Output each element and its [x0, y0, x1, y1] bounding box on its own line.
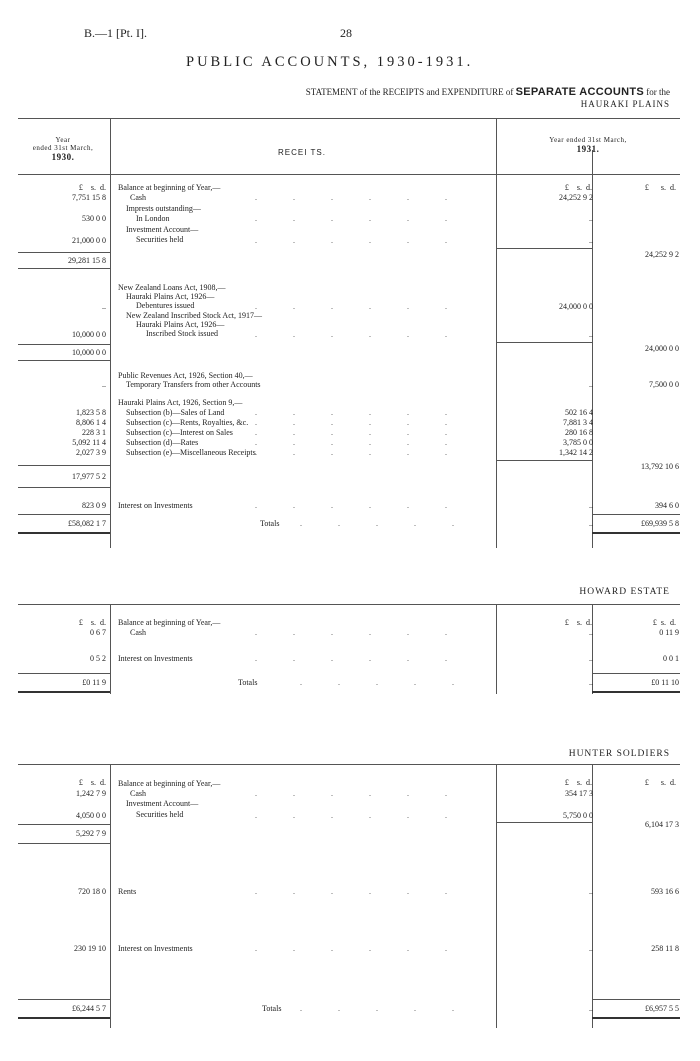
howard-totals-prior: £0 11 9 — [82, 678, 106, 687]
hunter-securities-detail: 5,750 0 0 — [563, 811, 593, 820]
debentures-prior: .. — [102, 302, 106, 311]
hunter-rents-total: 593 16 6 — [651, 887, 679, 896]
pence-sign: d. — [670, 618, 676, 627]
hunter-subtotal: 5,292 7 9 — [76, 829, 106, 838]
rule-hunter-detail-sum — [496, 822, 592, 823]
rule-top — [18, 118, 680, 119]
howard-cash-prior: 0 6 7 — [90, 628, 106, 637]
rule-howard-totals-bottom-prior — [18, 691, 110, 693]
rule-col1 — [110, 118, 111, 548]
leader-dots: . . . . . . — [255, 438, 464, 447]
rule-howard-totals-bottom-current — [592, 691, 680, 693]
leader-dots: . . . . . . — [255, 654, 464, 663]
stock-issued-detail: .. — [589, 330, 593, 339]
rule-hunter-col1 — [110, 764, 111, 1028]
rule-hunter-col3 — [496, 764, 497, 1028]
rule-hunter-col4 — [592, 764, 593, 1028]
hunter-securities-label: Securities held — [136, 810, 184, 819]
plains-total: 13,792 10 6 — [641, 462, 679, 471]
pound-sign: £ — [652, 618, 657, 627]
rule-hunter-totals-top-current — [592, 999, 680, 1000]
hauraki-interest-label: Interest on Investments — [118, 501, 193, 510]
hauraki-totals-label: Totals — [260, 519, 280, 528]
shilling-sign: s. — [90, 183, 96, 192]
leader-dots: . . . . . . — [255, 944, 464, 953]
leader-dots: . . . . . . — [255, 448, 464, 457]
howard-cash-total: 0 11 9 — [659, 628, 679, 637]
leader-dots: . . . . . . — [255, 214, 464, 223]
pence-sign: d. — [670, 183, 676, 192]
leader-dots: . . . . . . — [255, 811, 464, 820]
stock-act-label: New Zealand Inscribed Stock Act, 1917— — [126, 311, 262, 320]
rule-hunter-top — [18, 764, 680, 765]
hunter-currency-header-prior — [40, 778, 106, 787]
plains-sub-e-prior: 2,027 3 9 — [76, 448, 106, 457]
debentures-label: Debentures issued — [136, 301, 195, 310]
prior-year-header — [18, 136, 108, 162]
hunter-investment-label: Investment Account— — [126, 799, 199, 808]
howard-totals-detail: .. — [589, 678, 593, 687]
pound-sign: £ — [564, 618, 569, 627]
rule-subtotal2-bottom — [18, 360, 110, 361]
hauraki-totals-current: £69,939 5 8 — [641, 519, 679, 528]
rule-plains-sum — [496, 460, 592, 461]
statement-bold: SEPARATE ACCOUNTS — [515, 86, 644, 98]
hauraki-securities-detail: .. — [589, 236, 593, 245]
plains-sub-d-prior: 5,092 11 4 — [72, 438, 106, 447]
plains-sub-c-rents-prior: 8,806 1 4 — [76, 418, 106, 427]
rule-detail-sum — [496, 248, 592, 249]
hauraki-totals-prior: £58,082 1 7 — [68, 519, 106, 528]
prior-year-line3: 1930. — [51, 152, 75, 162]
hauraki-london-label: In London — [136, 214, 170, 223]
leader-dots: . . . . . . — [255, 418, 464, 427]
stock-plains-act-label: Hauraki Plains Act, 1926— — [136, 320, 225, 329]
leader-dots: . . . . . . — [255, 330, 464, 339]
hauraki-london-prior: 530 0 0 — [82, 214, 106, 223]
currency-header-prior — [40, 183, 106, 192]
plains-sub-c-rents-label: Subsection (c)—Rents, Royalties, &c. — [126, 418, 249, 427]
leader-dots: . . . . . . — [255, 789, 464, 798]
hauraki-totals-detail: .. — [589, 519, 593, 528]
statement-heading — [306, 86, 670, 98]
pence-sign: d. — [670, 778, 676, 787]
hauraki-interest-prior: 823 0 9 — [82, 501, 106, 510]
hauraki-balance-label: Balance at beginning of Year,— — [118, 183, 221, 192]
howard-cash-label: Cash — [130, 628, 146, 637]
plains-sub-d-label: Subsection (d)—Rates — [126, 438, 199, 447]
leader-dots: . . . . . . — [255, 628, 464, 637]
hunter-currency-header-detail — [526, 778, 592, 787]
shilling-sign: s. — [90, 778, 96, 787]
howard-interest-total: 0 0 1 — [663, 654, 679, 663]
hauraki-investment-label: Investment Account— — [126, 225, 199, 234]
statement-suffix: for the — [646, 87, 670, 97]
hauraki-cash-detail: 24,252 9 2 — [559, 193, 593, 202]
plains-sub-d-detail: 3,785 0 0 — [563, 438, 593, 447]
rule-totals-bottom-prior — [18, 532, 110, 534]
rule-howard-top — [18, 604, 680, 605]
hauraki-subtotal-2: 10,000 0 0 — [72, 348, 106, 357]
prior-year-line1: Year — [55, 136, 71, 144]
hunter-totals-detail: .. — [589, 1004, 593, 1013]
page-number: 28 — [340, 26, 352, 40]
plains-act-label: Hauraki Plains Act, 1926, Section 9,— — [118, 398, 243, 407]
rule-howard-totals-top-prior — [18, 673, 110, 674]
plains-sub-b-label: Subsection (b)—Sales of Land — [126, 408, 225, 417]
statement-prefix: STATEMENT of the RECEIPTS and EXPENDITURE of — [305, 87, 514, 97]
hauraki-balance-total: 24,252 9 2 — [645, 250, 679, 259]
leader-dots: . . . . . . — [255, 887, 464, 896]
currency-header-total — [610, 183, 676, 192]
revenues-prior: .. — [102, 380, 106, 389]
rule-header-bottom — [18, 174, 680, 175]
shilling-sign: s. — [576, 183, 582, 192]
hauraki-subtotal-3: 17,977 5 2 — [72, 472, 106, 481]
rule-hunter-totals-top-prior — [18, 999, 110, 1000]
hauraki-interest-detail: .. — [589, 501, 593, 510]
hunter-totals-prior: £6,244 5 7 — [72, 1004, 106, 1013]
hunter-cash-prior: 1,242 7 9 — [76, 789, 106, 798]
howard-currency-header-total — [610, 618, 676, 627]
hunter-balance-total: 6,104 17 3 — [645, 820, 679, 829]
current-year-line1: Year ended 31st March, — [549, 136, 627, 144]
leader-dots: . . . . . . — [255, 501, 464, 510]
leader-dots: . . . . . — [300, 519, 471, 528]
shilling-sign: s. — [660, 778, 666, 787]
hunter-rents-detail: .. — [589, 887, 593, 896]
receipts-header: RECEI TS. — [278, 148, 326, 157]
howard-totals-label: Totals — [238, 678, 258, 687]
leader-dots: . . . . . . — [255, 408, 464, 417]
hunter-interest-detail: .. — [589, 944, 593, 953]
pence-sign: d. — [586, 778, 592, 787]
currency-header-detail — [526, 183, 592, 192]
pound-sign: £ — [644, 183, 649, 192]
plains-sub-c-rents-detail: 7,881 3 4 — [563, 418, 593, 427]
hauraki-subtotal-1: 29,281 15 8 — [68, 256, 106, 265]
howard-currency-header-prior — [40, 618, 106, 627]
rule-subtotal1 — [18, 252, 110, 253]
pound-sign: £ — [564, 778, 569, 787]
section-title-howard: HOWARD ESTATE — [579, 587, 670, 597]
rule-totals-bottom-current — [592, 532, 680, 534]
pence-sign: d. — [100, 618, 106, 627]
hauraki-interest-total: 394 6 0 — [655, 501, 679, 510]
revenues-detail: .. — [589, 380, 593, 389]
shilling-sign: s. — [660, 183, 666, 192]
rule-howard-totals-top-current — [592, 673, 680, 674]
current-year-header — [500, 136, 676, 154]
debentures-detail: 24,000 0 0 — [559, 302, 593, 311]
pound-sign: £ — [78, 183, 83, 192]
hunter-totals-current: £6,957 5 5 — [645, 1004, 679, 1013]
hunter-cash-detail: 354 17 3 — [565, 789, 593, 798]
hunter-cash-label: Cash — [130, 789, 146, 798]
section-title-hauraki: HAURAKI PLAINS — [580, 99, 670, 109]
prior-year-line2: ended 31st March, — [32, 144, 94, 152]
shilling-sign: s. — [90, 618, 96, 627]
shilling-sign: s. — [576, 778, 582, 787]
revenues-total: 7,500 0 0 — [649, 380, 679, 389]
page-title: PUBLIC ACCOUNTS, 1930-1931. — [186, 54, 474, 70]
plains-sub-b-prior: 1,823 5 8 — [76, 408, 106, 417]
rule-subtotal2 — [18, 344, 110, 345]
hunter-rents-label: Rents — [118, 887, 137, 896]
pence-sign: d. — [586, 183, 592, 192]
rule-subtotal3-bottom — [18, 487, 110, 488]
rule-hunter-totals-bottom-prior — [18, 1017, 110, 1019]
plains-sub-b-detail: 502 16 4 — [565, 408, 593, 417]
current-year-line2: 1931. — [576, 144, 600, 154]
rule-hunter-subtotal-bottom — [18, 843, 110, 844]
hauraki-imprests-label: Imprests outstanding— — [126, 204, 201, 213]
howard-cash-detail: .. — [589, 628, 593, 637]
leader-dots: . . . . . . — [255, 428, 464, 437]
pence-sign: d. — [100, 183, 106, 192]
hunter-interest-label: Interest on Investments — [118, 944, 193, 953]
howard-balance-label: Balance at beginning of Year,— — [118, 618, 221, 627]
document-reference: B.—1 [Pt. I]. — [84, 26, 147, 40]
rule-totals-top-prior — [18, 514, 110, 515]
leader-dots: . . . . . . — [255, 302, 464, 311]
leader-dots: . . . . . . — [255, 193, 464, 202]
loans-total: 24,000 0 0 — [645, 344, 679, 353]
rule-loans-sum — [496, 342, 592, 343]
howard-interest-detail: .. — [589, 654, 593, 663]
pound-sign: £ — [644, 778, 649, 787]
section-title-hunter: HUNTER SOLDIERS — [568, 749, 670, 759]
rule-howard-col1 — [110, 604, 111, 694]
plains-sub-e-label: Subsection (e)—Miscellaneous Receipts — [126, 448, 256, 457]
hauraki-cash-label: Cash — [130, 193, 146, 202]
hunter-interest-prior: 230 19 10 — [74, 944, 106, 953]
howard-interest-prior: 0 5 2 — [90, 654, 106, 663]
stock-issued-label: Inscribed Stock issued — [146, 329, 218, 338]
hunter-totals-label: Totals — [262, 1004, 282, 1013]
hunter-rents-prior: 720 18 0 — [78, 887, 106, 896]
revenues-act-label: Public Revenues Act, 1926, Section 40,— — [118, 371, 253, 380]
hauraki-cash-prior: 7,751 15 8 — [72, 193, 106, 202]
plains-sub-c-interest-detail: 280 16 8 — [565, 428, 593, 437]
plains-sub-c-interest-prior: 228 3 1 — [82, 428, 106, 437]
hauraki-london-detail: .. — [589, 214, 593, 223]
howard-totals-current: £0 11 10 — [651, 678, 679, 687]
hunter-balance-label: Balance at beginning of Year,— — [118, 779, 221, 788]
shilling-sign: s. — [576, 618, 582, 627]
stock-issued-prior: 10,000 0 0 — [72, 330, 106, 339]
rule-subtotal1-bottom — [18, 268, 110, 269]
pound-sign: £ — [78, 618, 83, 627]
shilling-sign: s. — [660, 618, 666, 627]
rule-hunter-subtotal — [18, 824, 110, 825]
pence-sign: d. — [586, 618, 592, 627]
loans-act-label: New Zealand Loans Act, 1908,— — [118, 283, 226, 292]
rule-hunter-totals-bottom-current — [592, 1017, 680, 1019]
howard-currency-header-detail — [526, 618, 592, 627]
plains-sub-e-detail: 1,342 14 2 — [559, 448, 593, 457]
howard-interest-label: Interest on Investments — [118, 654, 193, 663]
hauraki-securities-prior: 21,000 0 0 — [72, 236, 106, 245]
leader-dots: . . . . . — [300, 1004, 471, 1013]
loans-plains-act-label: Hauraki Plains Act, 1926— — [126, 292, 215, 301]
pound-sign: £ — [564, 183, 569, 192]
hunter-currency-header-total — [610, 778, 676, 787]
hauraki-securities-label: Securities held — [136, 235, 184, 244]
plains-sub-c-interest-label: Subsection (c)—Interest on Sales — [126, 428, 233, 437]
rule-subtotal3 — [18, 465, 110, 466]
revenues-transfers-label: Temporary Transfers from other Accounts — [126, 380, 261, 389]
leader-dots: . . . . . — [300, 678, 471, 687]
hunter-securities-prior: 4,050 0 0 — [76, 811, 106, 820]
pence-sign: d. — [100, 778, 106, 787]
pound-sign: £ — [78, 778, 83, 787]
rule-totals-top-current — [592, 514, 680, 515]
leader-dots: . . . . . . — [255, 236, 464, 245]
hunter-interest-total: 258 11 8 — [651, 944, 679, 953]
